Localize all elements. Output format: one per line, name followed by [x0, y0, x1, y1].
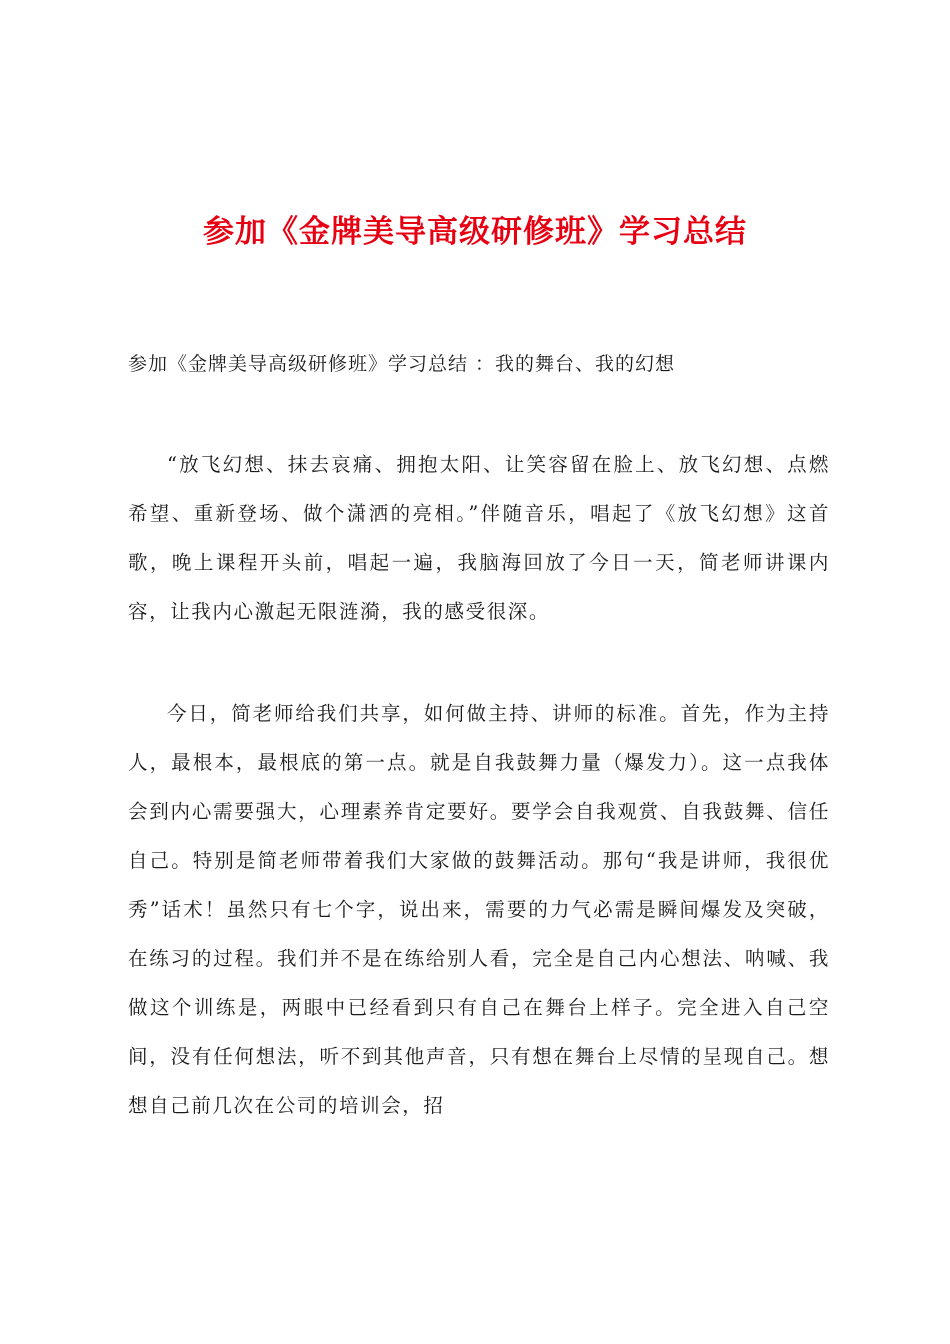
- document-title: 参加《金牌美导高级研修班》学习总结: [203, 214, 747, 250]
- paragraph-1: “放飞幻想、抹去哀痛、拥抱太阳、让笑容留在脸上、放飞幻想、点燃希望、重新登场、做个潇洒的亮相。”伴随音乐，唱起了《放飞幻想》这首歌，晚上课程开头前，唱起一遍，我脑海回放了今日一天，简老师讲课内容，让我内心激起无限涟漪，我的感受很深。: [128, 453, 830, 623]
- paragraph-2: 今日，简老师给我们共享，如何做主持、讲师的标准。首先，作为主持人，最根本，最根底的第一点。就是自我鼓舞力量（爆发力）。这一点我体会到内心需要强大，心理素养肯定要好。要学会自我观赏、自我鼓舞、信任自己。特别是简老师带着我们大家做的鼓舞活动。那句“我是讲师，我很优秀”话术！虽然只有七个字，说出来，需要的力气必需是瞬间爆发及突破，在练习的过程。我们并不是在练给别人看，完全是自己内心想法、呐喊、我做这个训练是，两眼中已经看到只有自己在舞台上样子。完全进入自己空间，没有任何想法，听不到其他声音，只有想在舞台上尽情的呈现自己。想想自己前几次在公司的培训会，招: [128, 702, 830, 1117]
- document-subtitle: 参加《金牌美导高级研修班》学习总结 ：我的舞台、我的幻想: [128, 353, 676, 375]
